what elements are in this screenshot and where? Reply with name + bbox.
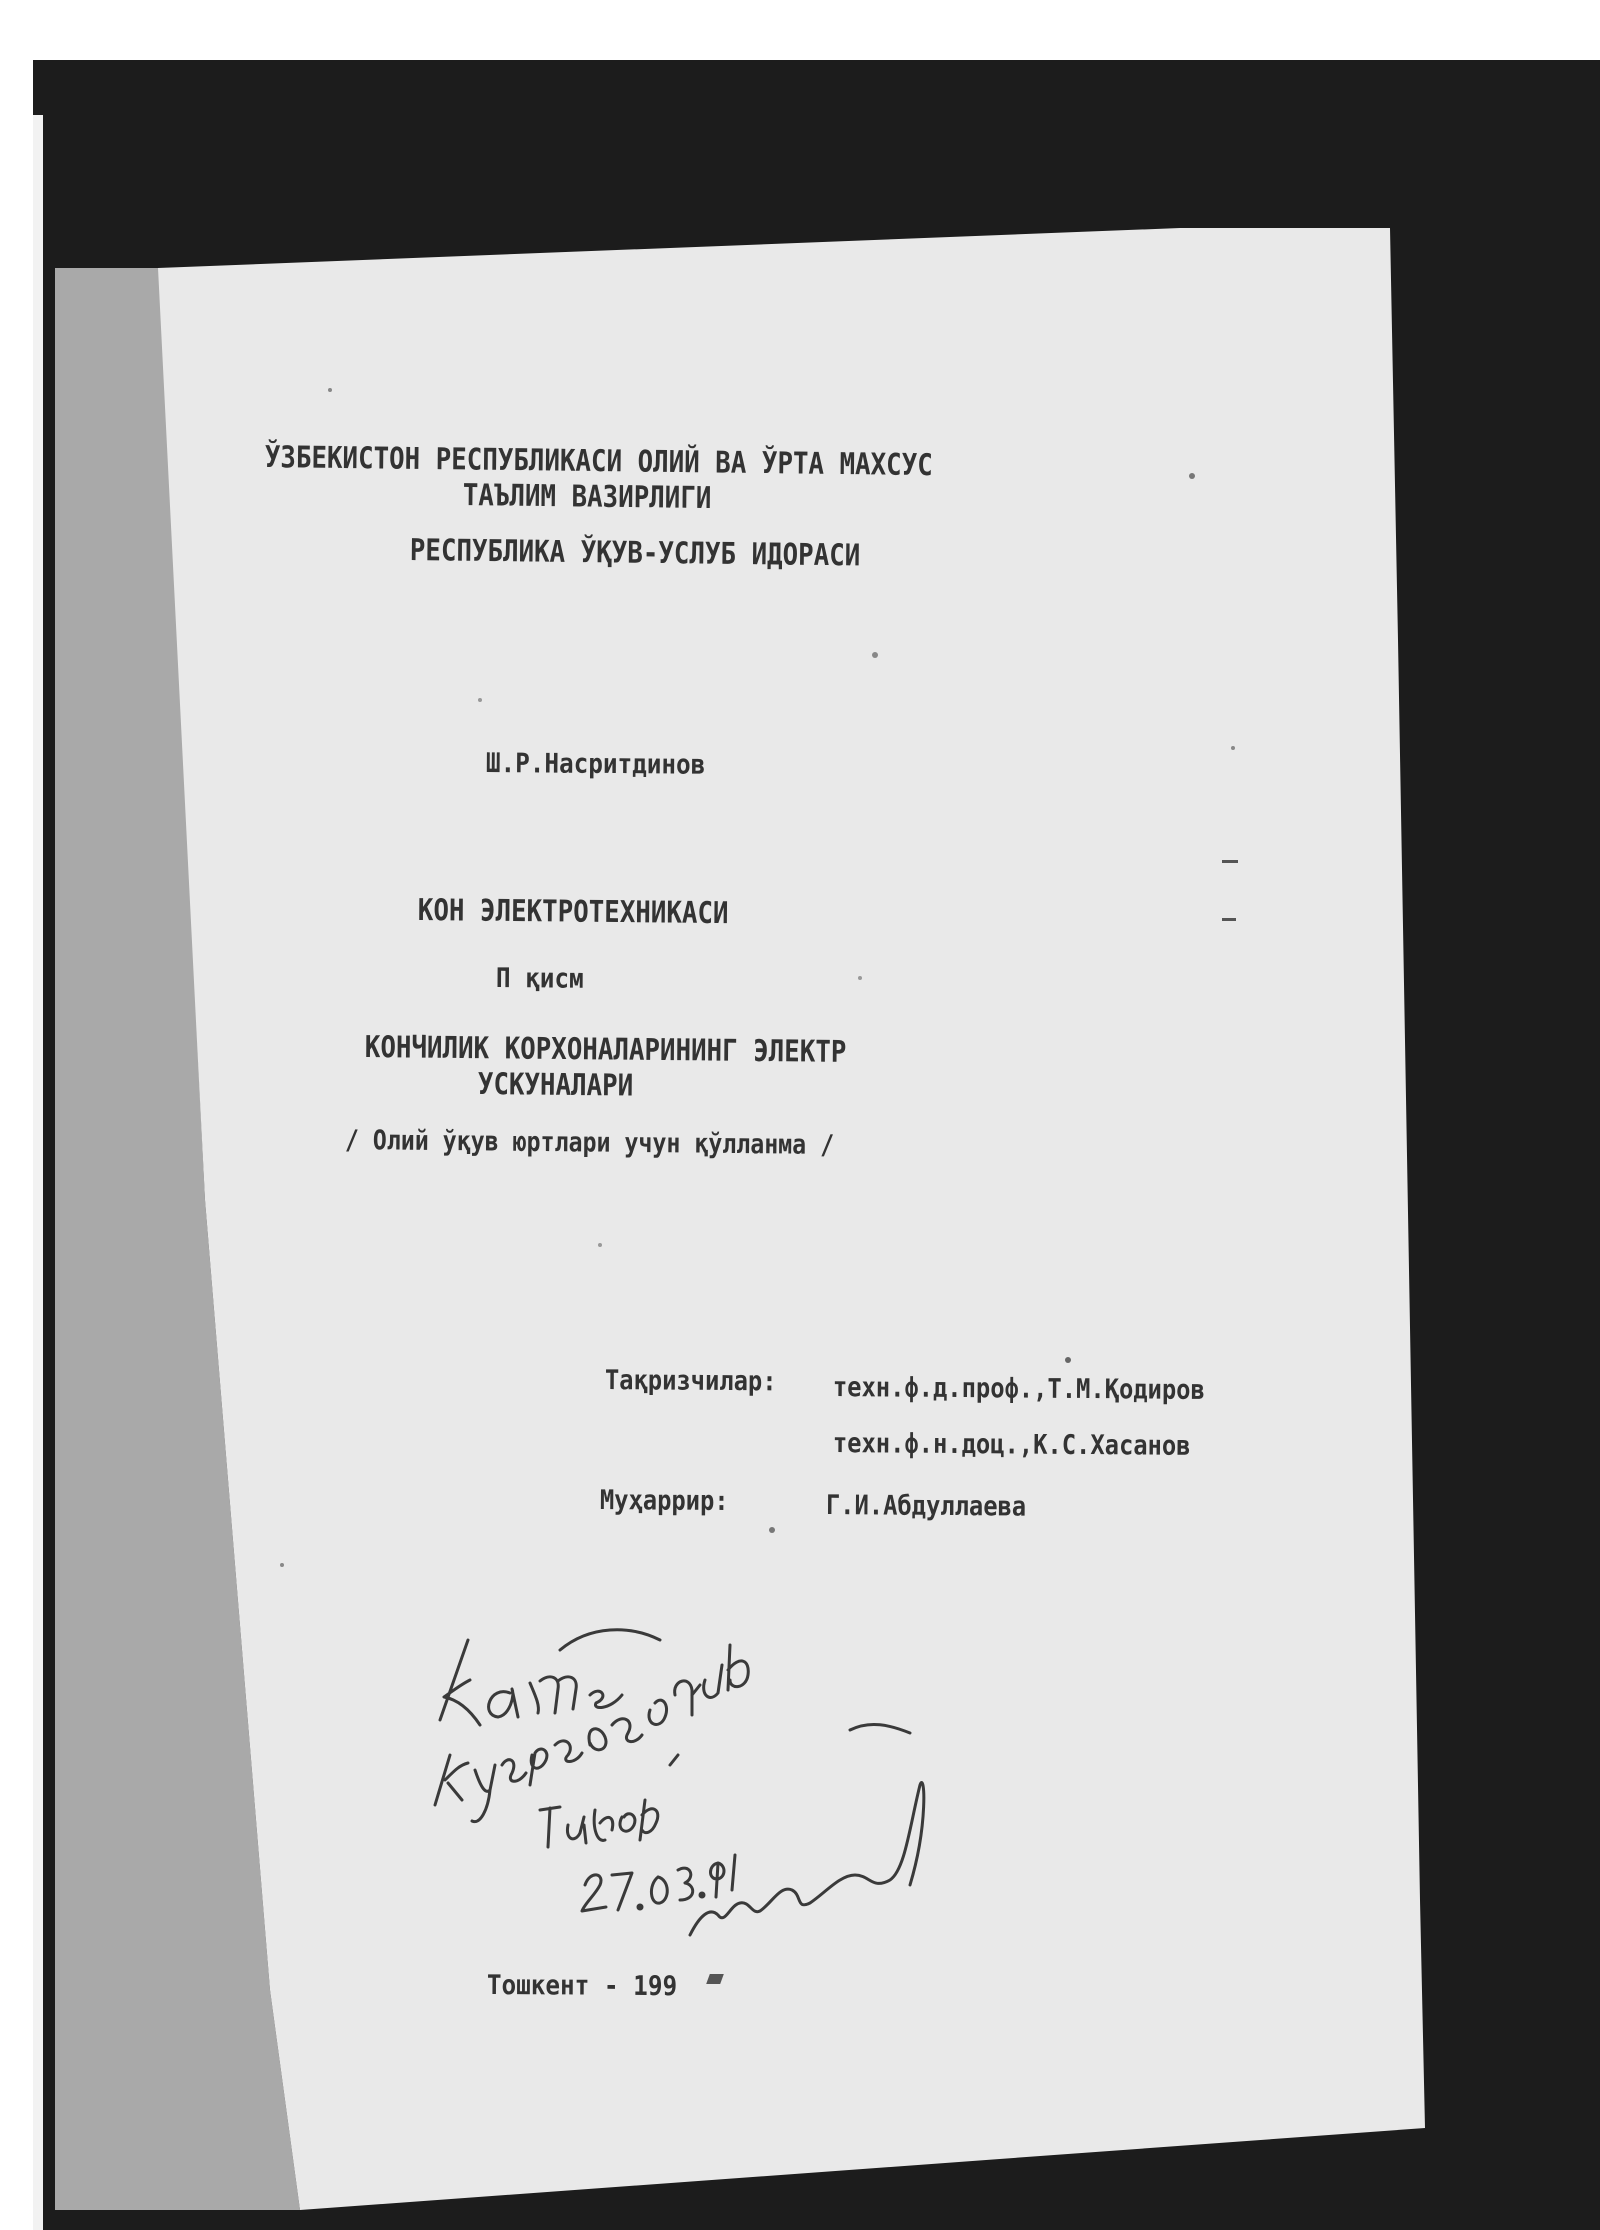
ministry-line-1: ЎЗБЕКИСТОН РЕСПУБЛИКАСИ ОЛИЙ ВА ЎРТА МАХСУС bbox=[264, 440, 933, 484]
handwritten-signature bbox=[400, 1585, 960, 1945]
author-name: Ш.Р.Насритдинов bbox=[485, 748, 706, 781]
editor-name: Г.И.Абдуллаева bbox=[825, 1490, 1027, 1523]
book-part: П қисм bbox=[495, 963, 584, 995]
hw-k bbox=[440, 1640, 480, 1725]
imprint: Тошкент - 199 bbox=[486, 1970, 678, 2003]
left-white-strip bbox=[33, 115, 43, 2230]
editor-label: Муҳаррир: bbox=[599, 1485, 729, 1518]
reviewer-1: техн.ф.д.проф.,Т.М.Қодиров bbox=[832, 1372, 1205, 1406]
subtitle-line-1: КОНЧИЛИК КОРХОНАЛАРИНИНГ ЭЛЕКТР bbox=[364, 1030, 847, 1070]
ministry-line-2: ТАЪЛИМ ВАЗИРЛИГИ bbox=[462, 478, 712, 517]
reviewer-2: техн.ф.н.доц.,К.С.Хасанов bbox=[832, 1428, 1191, 1462]
book-purpose: / Олий ўқув юртлари учун қўлланма / bbox=[344, 1125, 835, 1161]
book-title: КОН ЭЛЕКТРОТЕХНИКАСИ bbox=[417, 893, 729, 932]
ministry-line-3: РЕСПУБЛИКА ЎҚУВ-УСЛУБ ИДОРАСИ bbox=[409, 533, 861, 574]
subtitle-line-2: УСКУНАЛАРИ bbox=[477, 1067, 634, 1104]
reviewers-label: Тақризчилар: bbox=[604, 1365, 777, 1398]
